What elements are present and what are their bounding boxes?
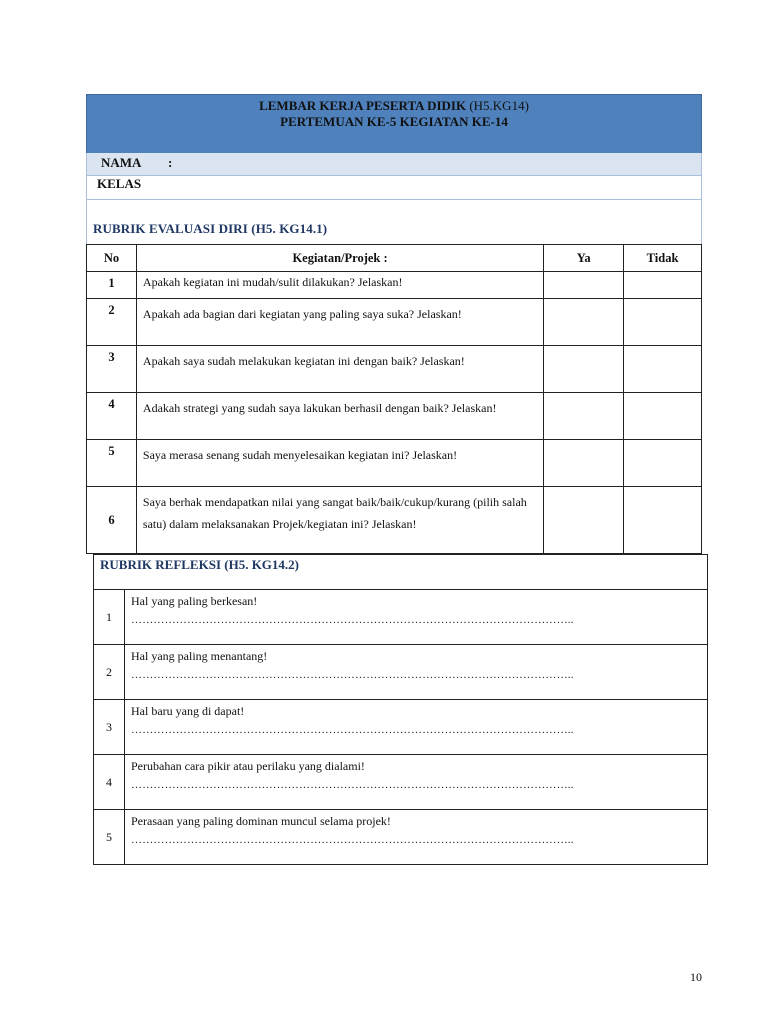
table-row <box>94 700 708 755</box>
row-number: 1 <box>94 590 125 645</box>
row-question: Saya berhak mendapatkan nilai yang sangat baik/baik/cukup/kurang (pilih salah satu) dalam melaksanakan Projek/kegiatan ini? Jelaskan! <box>136 487 543 554</box>
kelas-label: KELAS <box>97 176 142 191</box>
row-question: Perasaan yang paling dominan muncul selama projek! <box>131 814 391 828</box>
nama-row[interactable] <box>86 153 702 176</box>
row-number: 5 <box>94 810 125 865</box>
page-number: 10 <box>690 970 702 984</box>
row-number: 2 <box>94 645 125 700</box>
row-question: Saya merasa senang sudah menyelesaikan kegiatan ini? Jelaskan! <box>136 440 543 487</box>
rubrik-refleksi-title: RUBRIK REFLEKSI (H5. KG14.2) <box>94 555 708 590</box>
nama-colon: : <box>167 155 173 170</box>
answer-cell[interactable] <box>125 590 708 645</box>
kelas-row[interactable] <box>86 176 702 200</box>
table-row <box>87 299 702 346</box>
answer-cell[interactable] <box>125 755 708 810</box>
table-row <box>94 590 708 645</box>
answer-line[interactable]: ……………………………………………………………………………………………………….. <box>131 834 574 846</box>
answer-line[interactable]: ……………………………………………………………………………………………………….. <box>131 779 574 791</box>
tidak-cell[interactable] <box>624 487 702 554</box>
table-header-row <box>87 245 702 272</box>
table-row <box>87 440 702 487</box>
table-row <box>94 645 708 700</box>
row-question: Apakah kegiatan ini mudah/sulit dilakukan? Jelaskan! <box>136 272 543 299</box>
tidak-cell[interactable] <box>624 440 702 487</box>
ya-cell[interactable] <box>544 393 624 440</box>
column-header-no: No <box>87 245 137 272</box>
worksheet-header <box>86 94 702 153</box>
row-number: 3 <box>94 700 125 755</box>
table-row <box>87 346 702 393</box>
table-row <box>94 810 708 865</box>
row-question: Adakah strategi yang sudah saya lakukan berhasil dengan baik? Jelaskan! <box>136 393 543 440</box>
row-question: Apakah ada bagian dari kegiatan yang paling saya suka? Jelaskan! <box>136 299 543 346</box>
header-line-2: PERTEMUAN KE-5 KEGIATAN KE-14 <box>280 114 508 129</box>
row-number: 4 <box>87 393 137 440</box>
header-line-1 <box>87 98 701 114</box>
ya-cell[interactable] <box>544 487 624 554</box>
column-header-ya: Ya <box>544 245 624 272</box>
tidak-cell[interactable] <box>624 393 702 440</box>
tidak-cell[interactable] <box>624 272 702 299</box>
row-number: 5 <box>87 440 137 487</box>
rubrik-refleksi-table <box>93 554 708 865</box>
ya-cell[interactable] <box>544 440 624 487</box>
row-number: 3 <box>87 346 137 393</box>
header-code: (H5.KG14) <box>469 98 529 113</box>
table-row <box>87 272 702 299</box>
column-header-kegiatan: Kegiatan/Projek : <box>136 245 543 272</box>
column-header-tidak: Tidak <box>624 245 702 272</box>
row-number: 4 <box>94 755 125 810</box>
row-number: 6 <box>87 487 137 554</box>
answer-cell[interactable] <box>125 810 708 865</box>
header-title: LEMBAR KERJA PESERTA DIDIK <box>259 98 467 113</box>
rubrik-evaluasi-title: RUBRIK EVALUASI DIRI (H5. KG14.1) <box>93 221 328 236</box>
answer-line[interactable]: ……………………………………………………………………………………………………….. <box>131 724 574 736</box>
row-number: 2 <box>87 299 137 346</box>
ya-cell[interactable] <box>544 346 624 393</box>
refleksi-title-row <box>94 555 708 590</box>
answer-cell[interactable] <box>125 700 708 755</box>
table-row <box>87 487 702 554</box>
tidak-cell[interactable] <box>624 346 702 393</box>
row-question: Hal yang paling berkesan! <box>131 594 258 608</box>
ya-cell[interactable] <box>544 272 624 299</box>
nama-label: NAMA <box>101 155 141 170</box>
rubrik-evaluasi-table <box>86 244 702 554</box>
row-question: Apakah saya sudah melakukan kegiatan ini dengan baik? Jelaskan! <box>136 346 543 393</box>
answer-line[interactable]: ……………………………………………………………………………………………………….. <box>131 669 574 681</box>
row-number: 1 <box>87 272 137 299</box>
row-question: Hal baru yang di dapat! <box>131 704 245 718</box>
ya-cell[interactable] <box>544 299 624 346</box>
table-row <box>94 755 708 810</box>
table-row <box>87 393 702 440</box>
row-question: Hal yang paling menantang! <box>131 649 268 663</box>
tidak-cell[interactable] <box>624 299 702 346</box>
answer-line[interactable]: ……………………………………………………………………………………………………….. <box>131 614 574 626</box>
row-question: Perubahan cara pikir atau perilaku yang dialami! <box>131 759 365 773</box>
answer-cell[interactable] <box>125 645 708 700</box>
